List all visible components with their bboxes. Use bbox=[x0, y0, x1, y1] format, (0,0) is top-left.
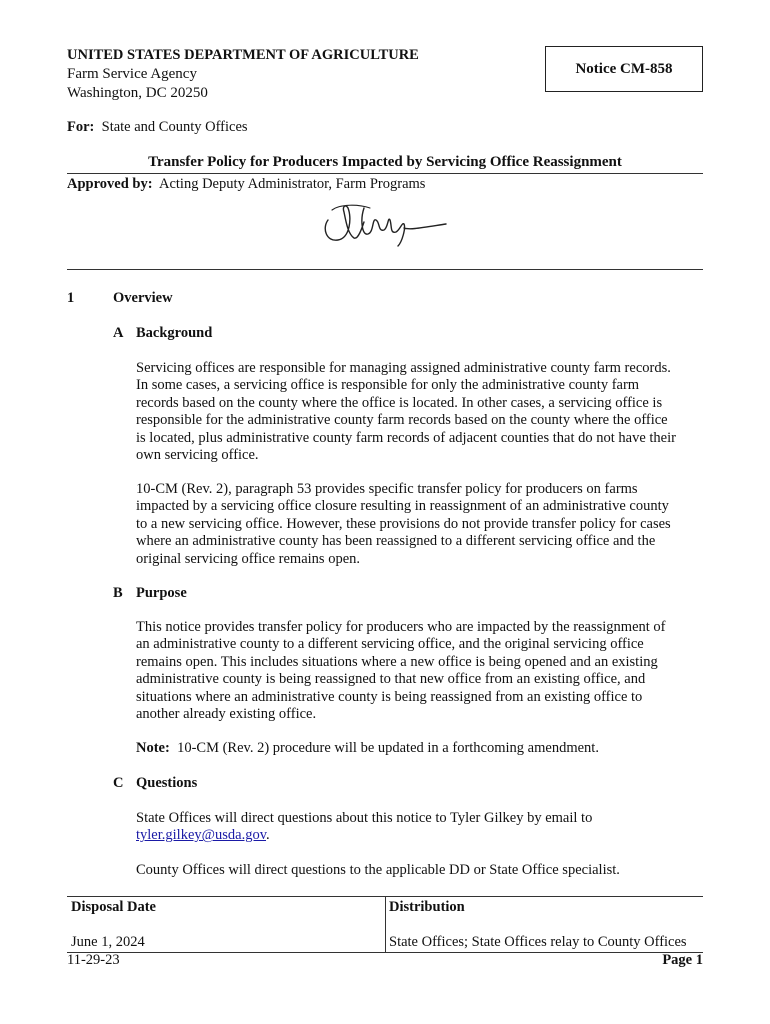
questions-paragraph-1 bbox=[136, 810, 706, 845]
text-line: remains open. This includes situations where a new office is being opened and an existing bbox=[136, 653, 658, 670]
distribution-value: State Offices; State Offices relay to County Offices bbox=[389, 934, 687, 950]
note-label: Note: bbox=[136, 740, 170, 756]
purpose-note bbox=[136, 740, 706, 757]
disposal-date-header: Disposal Date bbox=[71, 899, 156, 915]
for-value: State and County Offices bbox=[101, 119, 248, 135]
for-line bbox=[67, 119, 248, 136]
approved-label: Approved by: bbox=[67, 176, 153, 192]
approved-line bbox=[67, 176, 425, 193]
text-line: is located, plus administrative county farm records of adjacent counties that do not have their bbox=[136, 429, 676, 446]
purpose-paragraph bbox=[136, 619, 706, 723]
text-line: original servicing office remains open. bbox=[136, 550, 361, 567]
title-rule bbox=[67, 173, 703, 174]
text-line: where an administrative county has been reassigned to a different servicing office and the bbox=[136, 533, 656, 550]
agency-name: Farm Service Agency bbox=[67, 66, 197, 82]
department-name: UNITED STATES DEPARTMENT OF AGRICULTURE bbox=[67, 47, 419, 63]
text-line: own servicing office. bbox=[136, 447, 259, 464]
subsection-b-title: Purpose bbox=[136, 585, 187, 601]
subsection-b-letter: B bbox=[113, 585, 123, 601]
subsection-a-title: Background bbox=[136, 325, 213, 341]
notice-number-box: Notice CM-858 bbox=[545, 46, 703, 92]
questions-paragraph-2: County Offices will direct questions to the applicable DD or State Office specialist. bbox=[136, 862, 620, 878]
section-title: Overview bbox=[113, 290, 173, 306]
notice-title: Transfer Policy for Producers Impacted by Servicing Office Reassignment bbox=[148, 154, 622, 170]
text-line: situations where an administrative county is being reassigned from an existing office to bbox=[136, 688, 643, 705]
text-line: an administrative county to a different servicing office, and the original servicing office bbox=[136, 636, 644, 653]
distribution-header: Distribution bbox=[389, 899, 465, 915]
background-paragraph-2 bbox=[136, 481, 706, 568]
disposal-date-value: June 1, 2024 bbox=[71, 934, 145, 950]
agency-location: Washington, DC 20250 bbox=[67, 85, 208, 101]
text-line: another already existing office. bbox=[136, 706, 317, 723]
page-number: Page 1 bbox=[662, 952, 703, 968]
text-line: Servicing offices are responsible for managing assigned administrative county farm records. bbox=[136, 360, 671, 376]
for-label: For: bbox=[67, 119, 95, 135]
signature-rule bbox=[67, 269, 703, 270]
text-line: administrative county is being reassigned to that new office from an existing office, and bbox=[136, 671, 646, 688]
letterhead bbox=[67, 46, 419, 103]
text-line: impacted by a servicing office closure resulting in reassignment of an administrative county bbox=[136, 498, 669, 515]
text-line: to a new servicing office. However, these provisions do not provide transfer policy for cases bbox=[136, 515, 671, 532]
text-line: In some cases, a servicing office is responsible for only the administrative county farm bbox=[136, 377, 640, 394]
text-line: responsible for the administrative county farm records based on the county where the office bbox=[136, 412, 668, 429]
subsection-c-title: Questions bbox=[136, 775, 198, 791]
email-link[interactable]: tyler.gilkey@usda.gov bbox=[136, 827, 267, 844]
table-column-divider bbox=[385, 896, 386, 952]
signature-image bbox=[318, 198, 448, 250]
note-text: 10-CM (Rev. 2) procedure will be updated in a forthcoming amendment. bbox=[177, 740, 599, 756]
text-line: This notice provides transfer policy for producers who are impacted by the reassignment of bbox=[136, 619, 666, 635]
text-line: State Offices will direct questions about this notice to Tyler Gilkey by email to bbox=[136, 810, 593, 826]
subsection-a-letter: A bbox=[113, 325, 124, 341]
text-line bbox=[136, 827, 706, 844]
background-paragraph-1 bbox=[136, 360, 706, 464]
period: . bbox=[266, 827, 270, 844]
section-number: 1 bbox=[67, 290, 75, 306]
text-line: 10-CM (Rev. 2), paragraph 53 provides specific transfer policy for producers on farms bbox=[136, 481, 638, 497]
subsection-c-letter: C bbox=[113, 775, 124, 791]
approved-value: Acting Deputy Administrator, Farm Programs bbox=[159, 176, 426, 192]
footer-date: 11-29-23 bbox=[67, 952, 120, 968]
text-line: records based on the county where the office is located. In other cases, a servicing office is bbox=[136, 394, 663, 411]
